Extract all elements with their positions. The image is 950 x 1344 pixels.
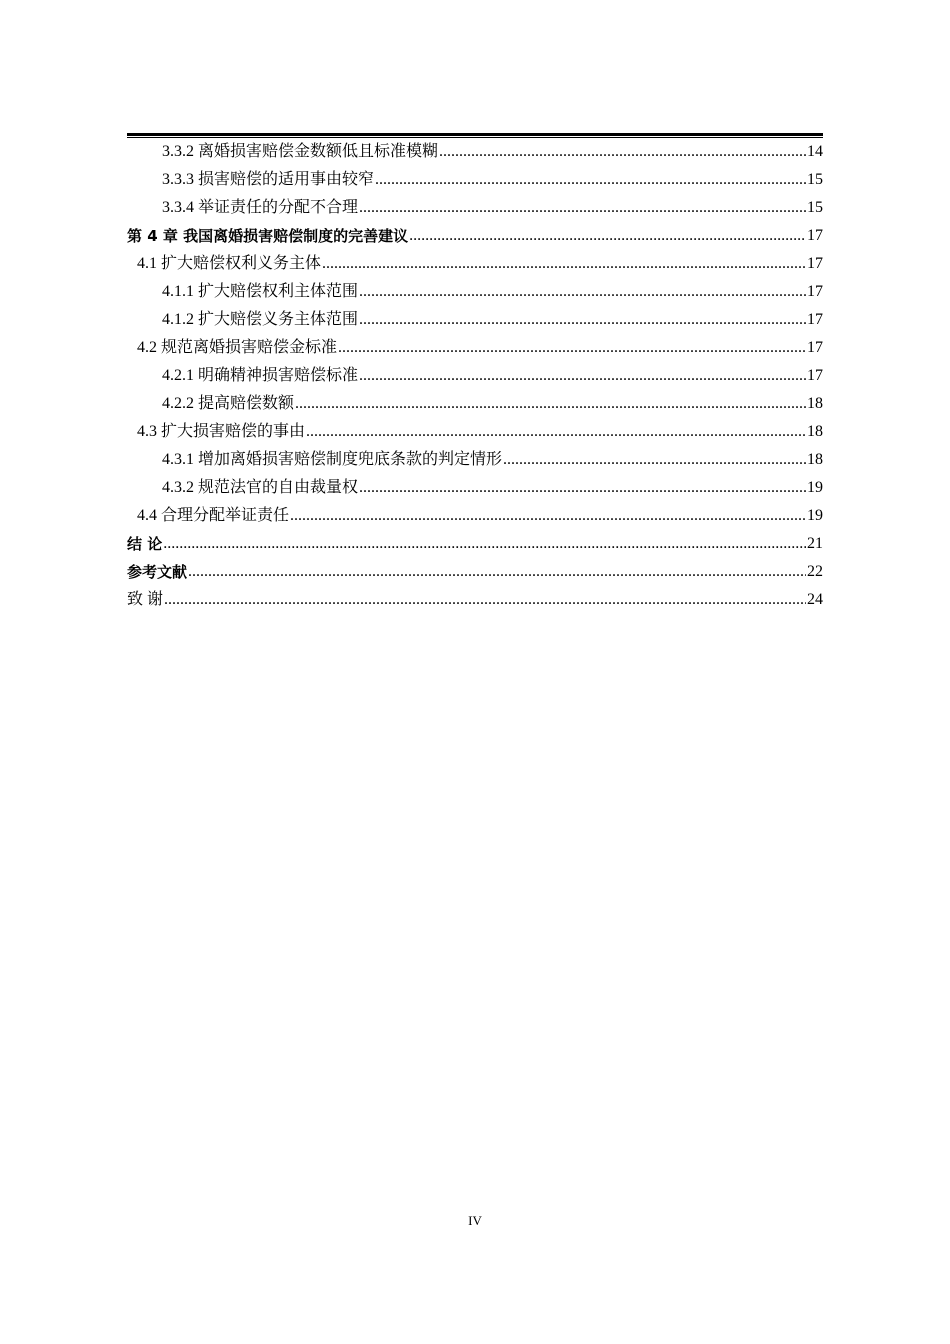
toc-entry-label: 3.3.3 损害赔偿的适用事由较窄	[162, 171, 375, 188]
toc-entry-page: 21	[807, 535, 823, 552]
toc-leader-dots	[359, 194, 806, 222]
toc-conclusion-entry[interactable]	[127, 530, 823, 558]
toc-entry-label: 4.3.1 增加离婚损害赔偿制度兜底条款的判定情形	[162, 451, 503, 468]
toc-leader-dots	[322, 250, 806, 278]
toc-entry[interactable]	[127, 166, 823, 194]
header-rule-thick	[127, 133, 823, 136]
toc-entry-page: 17	[807, 311, 823, 328]
toc-entry-page: 17	[807, 283, 823, 300]
toc-entry-page: 24	[807, 591, 823, 608]
toc-leader-dots	[503, 446, 806, 474]
toc-entry-label: 4.1 扩大赔偿权利义务主体	[137, 255, 322, 272]
toc-entry-label: 3.3.4 举证责任的分配不合理	[162, 199, 359, 216]
toc-leader-dots	[306, 418, 806, 446]
toc-entry-label: 3.3.2 离婚损害赔偿金数额低且标准模糊	[162, 143, 439, 160]
toc-entry[interactable]	[127, 502, 823, 530]
toc-leader-dots	[359, 474, 806, 502]
toc-entry[interactable]	[127, 474, 823, 502]
toc-references-entry[interactable]	[127, 558, 823, 586]
toc-entry-page: 14	[807, 143, 823, 160]
toc-leader-dots	[359, 278, 806, 306]
toc-entry-page: 18	[807, 423, 823, 440]
toc-entry-label: 参考文献	[127, 563, 188, 581]
toc-entry-label: 4.2.2 提高赔偿数额	[162, 395, 295, 412]
toc-leader-dots	[290, 502, 806, 530]
toc-entry[interactable]	[127, 390, 823, 418]
toc-entry-page: 22	[807, 563, 823, 580]
toc-entry-page: 15	[807, 199, 823, 216]
toc-leader-dots	[439, 138, 806, 166]
toc-leader-dots	[359, 362, 806, 390]
toc-entry-label: 致 谢	[127, 591, 164, 608]
toc-entry[interactable]	[127, 334, 823, 362]
page-number: IV	[468, 1213, 482, 1228]
toc-entry-label: 第 4 章 我国离婚损害赔偿制度的完善建议	[127, 227, 409, 245]
toc-entry-page: 18	[807, 395, 823, 412]
toc-entry[interactable]	[127, 446, 823, 474]
toc-entry-page: 18	[807, 451, 823, 468]
toc-entry-page: 17	[807, 255, 823, 272]
toc-entry-page: 17	[807, 367, 823, 384]
toc-entry-page: 17	[807, 339, 823, 356]
toc-entry-label: 4.4 合理分配举证责任	[137, 507, 290, 524]
toc-entry[interactable]	[127, 194, 823, 222]
toc-entry-label: 4.3.2 规范法官的自由裁量权	[162, 479, 359, 496]
toc-entry[interactable]	[127, 250, 823, 278]
toc-entry-label: 结 论	[127, 535, 163, 553]
toc-entry[interactable]	[127, 362, 823, 390]
toc-entry-page: 19	[807, 479, 823, 496]
toc-leader-dots	[338, 334, 806, 362]
toc-leader-dots	[295, 390, 806, 418]
toc-leader-dots	[409, 222, 806, 250]
toc-acknowledgements-entry[interactable]	[127, 586, 823, 614]
toc-leader-dots	[375, 166, 806, 194]
toc-entry[interactable]	[127, 278, 823, 306]
toc-entry[interactable]	[127, 138, 823, 166]
table-of-contents	[127, 138, 823, 614]
toc-entry-label: 4.3 扩大损害赔偿的事由	[137, 423, 306, 440]
toc-chapter-entry[interactable]	[127, 222, 823, 250]
toc-entry[interactable]	[127, 306, 823, 334]
toc-entry-label: 4.2.1 明确精神损害赔偿标准	[162, 367, 359, 384]
toc-entry[interactable]	[127, 418, 823, 446]
toc-entry-page: 19	[807, 507, 823, 524]
toc-entry-label: 4.2 规范离婚损害赔偿金标准	[137, 339, 338, 356]
toc-leader-dots	[188, 558, 806, 586]
toc-leader-dots	[164, 586, 806, 614]
toc-leader-dots	[359, 306, 806, 334]
toc-entry-page: 17	[807, 227, 823, 244]
toc-entry-label: 4.1.1 扩大赔偿权利主体范围	[162, 283, 359, 300]
toc-entry-page: 15	[807, 171, 823, 188]
toc-leader-dots	[163, 530, 806, 558]
toc-entry-label: 4.1.2 扩大赔偿义务主体范围	[162, 311, 359, 328]
